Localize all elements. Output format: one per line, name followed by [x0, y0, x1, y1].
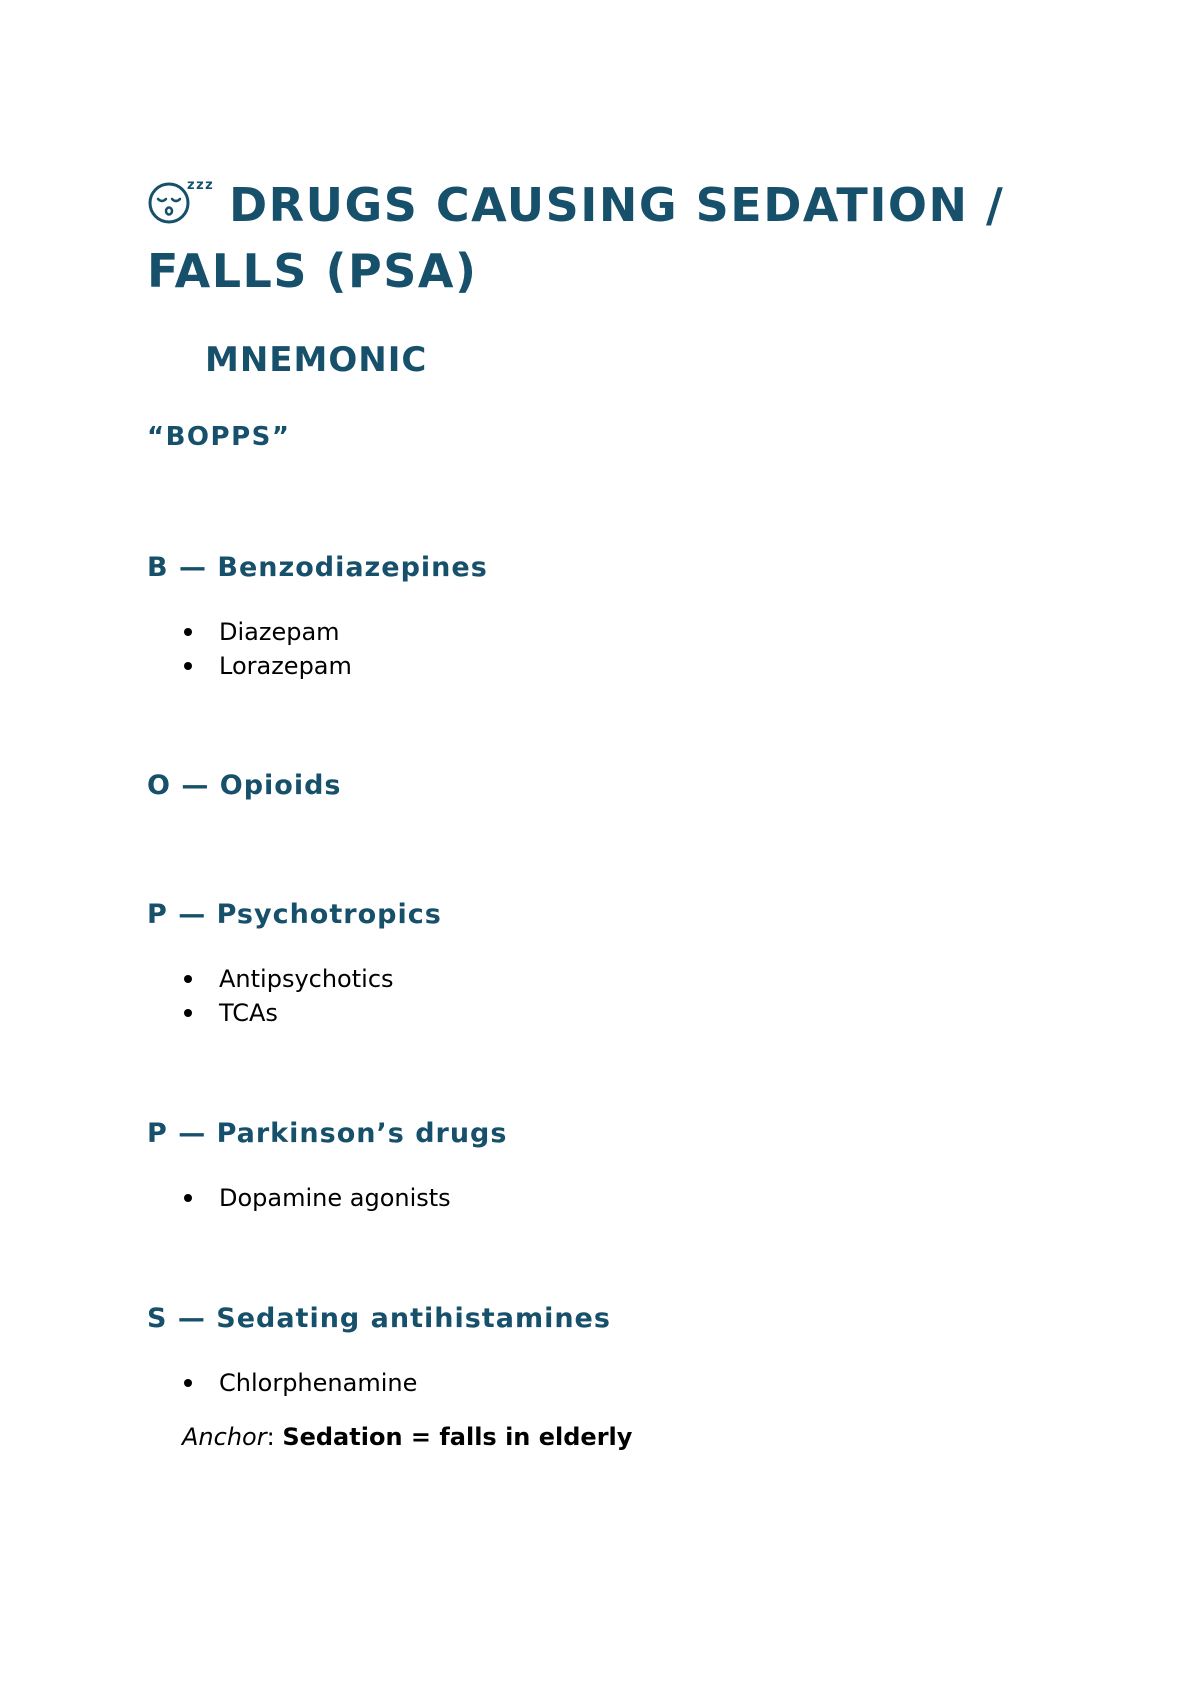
- anchor-note: [182, 1420, 632, 1454]
- mnemonic-word: “BOPPS”: [147, 422, 291, 452]
- svg-text:zzz: zzz: [187, 178, 215, 193]
- antihistamines-list: [182, 1366, 417, 1400]
- page-title: [147, 172, 1087, 304]
- section-heading-psychotropics: P — Psychotropics: [147, 899, 442, 930]
- list-item: Chlorphenamine: [182, 1366, 417, 1400]
- bullet-icon: [184, 1009, 192, 1017]
- bullet-icon: [184, 1194, 192, 1202]
- list-item: TCAs: [182, 996, 394, 1030]
- sleeping-face-icon: [147, 175, 221, 225]
- parkinsons-list: [182, 1181, 451, 1215]
- bullet-icon: [184, 628, 192, 636]
- anchor-label: Anchor: [182, 1423, 267, 1451]
- anchor-text: Sedation = falls in elderly: [282, 1423, 633, 1451]
- page-title-text: DRUGS CAUSING SEDATION / FALLS (PSA): [147, 178, 1005, 298]
- bullet-icon: [184, 662, 192, 670]
- list-item: Antipsychotics: [182, 962, 394, 996]
- anchor-separator: :: [266, 1423, 283, 1451]
- list-item: Lorazepam: [182, 649, 352, 683]
- section-heading-opioids: O — Opioids: [147, 770, 342, 801]
- list-item: Dopamine agonists: [182, 1181, 451, 1215]
- section-heading-antihistamines: S — Sedating antihistamines: [147, 1303, 611, 1334]
- section-heading-benzodiazepines: B — Benzodiazepines: [147, 552, 488, 583]
- bullet-icon: [184, 975, 192, 983]
- bullet-icon: [184, 1379, 192, 1387]
- psychotropics-list: [182, 962, 394, 1030]
- list-item: Diazepam: [182, 615, 352, 649]
- benzodiazepines-list: [182, 615, 352, 683]
- mnemonic-heading: MNEMONIC: [205, 340, 428, 380]
- section-heading-parkinsons: P — Parkinson’s drugs: [147, 1118, 508, 1149]
